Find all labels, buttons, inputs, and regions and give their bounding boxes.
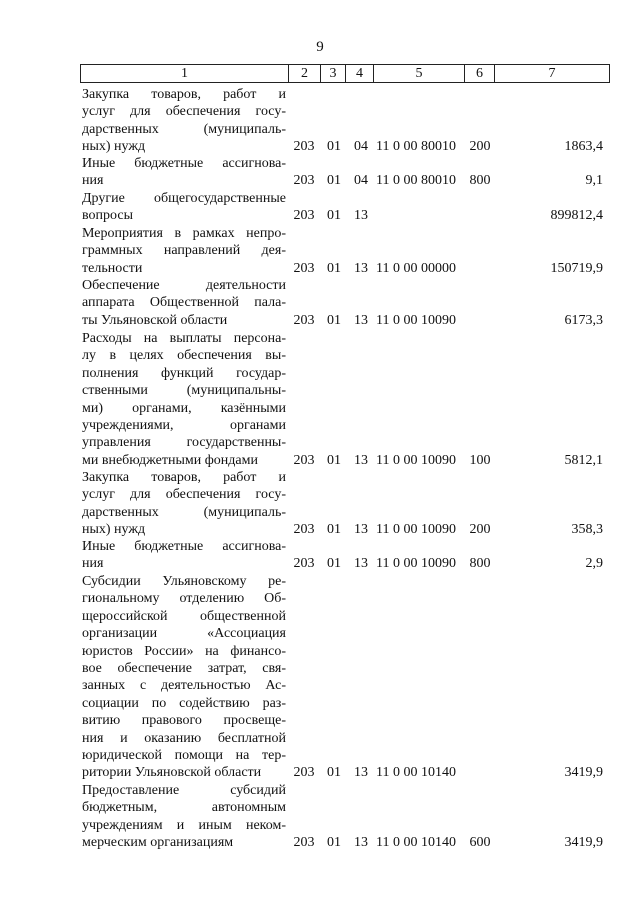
table-row	[0, 538, 640, 573]
table-row	[0, 155, 640, 190]
code-expense-type: 600	[469, 835, 491, 851]
code-section: 203	[293, 835, 315, 851]
description-line: бюджетным, автономным	[82, 800, 286, 816]
code-subsection: 13	[354, 522, 368, 538]
description-line: Расходы на выплаты персона-	[82, 331, 286, 346]
table-row	[0, 86, 640, 156]
row-description	[82, 469, 286, 539]
description-line: юристов России» на финансо-	[82, 643, 286, 659]
description-line: Иные бюджетные ассигнова-	[82, 156, 286, 171]
description-line: Закупка товаров, работ и	[82, 87, 286, 102]
code-chapter: 01	[327, 835, 341, 851]
description-line: гиональному отделению Об-	[82, 591, 286, 607]
table-row	[0, 277, 640, 329]
row-description	[82, 573, 286, 782]
description-line: Закупка товаров, работ и	[82, 470, 286, 485]
description-line: услуг для обеспечения госу-	[82, 487, 286, 503]
amount: 2,9	[585, 556, 603, 572]
row-description	[82, 538, 286, 573]
code-expense-type: 100	[469, 452, 491, 468]
code-subsection: 13	[354, 765, 368, 781]
description-line: ми) органами, казёнными	[82, 400, 286, 416]
description-line: Другие общегосударственные	[82, 191, 286, 206]
description-line: тельности	[82, 260, 143, 276]
table-row	[0, 782, 640, 852]
code-expense-type: 800	[469, 173, 491, 189]
description-line: учреждениями, органами	[82, 418, 286, 434]
amount: 3419,9	[564, 765, 603, 781]
description-line: Субсидии Ульяновскому ре-	[82, 574, 286, 589]
code-section: 203	[293, 139, 315, 155]
code-subsection: 13	[354, 208, 368, 224]
code-section: 203	[293, 312, 315, 328]
row-description	[82, 330, 286, 469]
code-target-article: 11 0 00 10090	[376, 452, 456, 468]
header-col-4: 4	[346, 65, 374, 82]
description-line: учреждениям и иным неком-	[82, 817, 286, 833]
code-subsection: 04	[354, 139, 368, 155]
header-col-7: 7	[548, 66, 556, 81]
code-subsection: 13	[354, 312, 368, 328]
description-line: ных) нужд	[82, 139, 146, 155]
code-section: 203	[293, 173, 315, 189]
header-col-6: 6	[465, 65, 495, 82]
code-section: 203	[293, 522, 315, 538]
description-line: мерческим организациям	[82, 835, 234, 851]
code-section: 203	[293, 208, 315, 224]
code-subsection: 13	[354, 452, 368, 468]
description-line: граммных направлений дея-	[82, 243, 286, 259]
description-line: вопросы	[82, 208, 133, 224]
page-number: 9	[316, 39, 324, 55]
code-target-article: 11 0 00 10140	[376, 835, 456, 851]
code-expense-type: 200	[469, 139, 491, 155]
description-line: лу в целях обеспечения вы-	[82, 348, 286, 364]
amount: 899812,4	[550, 208, 603, 224]
description-line: Мероприятия в рамках непро-	[82, 226, 286, 241]
amount: 6173,3	[564, 312, 603, 328]
description-line: ственными (муниципальны-	[82, 383, 286, 399]
code-section: 203	[293, 556, 315, 572]
code-target-article: 11 0 00 10090	[376, 556, 456, 572]
header-col-2: 2	[289, 65, 321, 82]
code-target-article: 11 0 00 10090	[376, 522, 456, 538]
code-section: 203	[293, 452, 315, 468]
amount: 1863,4	[564, 139, 603, 155]
description-line: Обеспечение деятельности	[82, 278, 286, 293]
description-line: услуг для обеспечения госу-	[82, 104, 286, 120]
code-chapter: 01	[327, 556, 341, 572]
amount: 9,1	[585, 173, 603, 189]
code-chapter: 01	[327, 139, 341, 155]
code-target-article: 11 0 00 00000	[376, 260, 456, 276]
row-description	[82, 782, 286, 852]
row-description	[82, 225, 286, 277]
code-subsection: 04	[354, 173, 368, 189]
code-target-article: 11 0 00 80010	[376, 139, 456, 155]
description-line: социации по содействию раз-	[82, 695, 286, 711]
description-line: ных) нужд	[82, 522, 146, 538]
description-line: дарственных (муниципаль-	[82, 504, 286, 520]
description-line: Предоставление субсидий	[82, 783, 286, 798]
table-row	[0, 573, 640, 782]
description-line: юридической помощи на тер-	[82, 748, 286, 764]
code-chapter: 01	[327, 173, 341, 189]
description-line: витию правового просвеще-	[82, 713, 286, 729]
code-subsection: 13	[354, 260, 368, 276]
description-line: дарственных (муниципаль-	[82, 121, 286, 137]
code-subsection: 13	[354, 835, 368, 851]
table-row	[0, 190, 640, 225]
header-col-5: 5	[374, 65, 465, 82]
description-line: ния	[82, 173, 104, 189]
code-chapter: 01	[327, 208, 341, 224]
code-expense-type: 200	[469, 522, 491, 538]
code-expense-type: 800	[469, 556, 491, 572]
row-description	[82, 277, 286, 329]
table-header	[80, 64, 610, 83]
code-subsection: 13	[354, 556, 368, 572]
code-target-article: 11 0 00 80010	[376, 173, 456, 189]
description-line: ми внебюджетными фондами	[82, 452, 258, 468]
description-line: ты Ульяновской области	[82, 312, 228, 328]
row-description	[82, 155, 286, 190]
amount: 3419,9	[564, 835, 603, 851]
row-description	[82, 86, 286, 156]
description-line: управления государственны-	[82, 435, 286, 451]
row-description	[82, 190, 286, 225]
description-line: аппарата Общественной пала-	[82, 295, 286, 311]
description-line: ния	[82, 556, 104, 572]
description-line: организации «Ассоциация	[82, 626, 286, 642]
code-section: 203	[293, 765, 315, 781]
code-target-article: 11 0 00 10140	[376, 765, 456, 781]
code-target-article: 11 0 00 10090	[376, 312, 456, 328]
description-line: ния и оказанию бесплатной	[82, 730, 286, 746]
description-line: Иные бюджетные ассигнова-	[82, 539, 286, 554]
header-col-1: 1	[81, 65, 289, 82]
header-col-3: 3	[321, 65, 346, 82]
description-line: вое обеспечение затрат, свя-	[82, 661, 286, 677]
code-chapter: 01	[327, 452, 341, 468]
code-chapter: 01	[327, 260, 341, 276]
description-line: занных с деятельностью Ас-	[82, 678, 286, 694]
description-line: ритории Ульяновской области	[82, 765, 262, 781]
table-row	[0, 469, 640, 539]
code-section: 203	[293, 260, 315, 276]
code-chapter: 01	[327, 522, 341, 538]
table-row	[0, 330, 640, 469]
table-row	[0, 225, 640, 277]
amount: 5812,1	[564, 452, 603, 468]
description-line: полнения функций государ-	[82, 365, 286, 381]
amount: 150719,9	[550, 260, 603, 276]
amount: 358,3	[571, 522, 603, 538]
code-chapter: 01	[327, 765, 341, 781]
description-line: щероссийской общественной	[82, 608, 286, 624]
code-chapter: 01	[327, 312, 341, 328]
